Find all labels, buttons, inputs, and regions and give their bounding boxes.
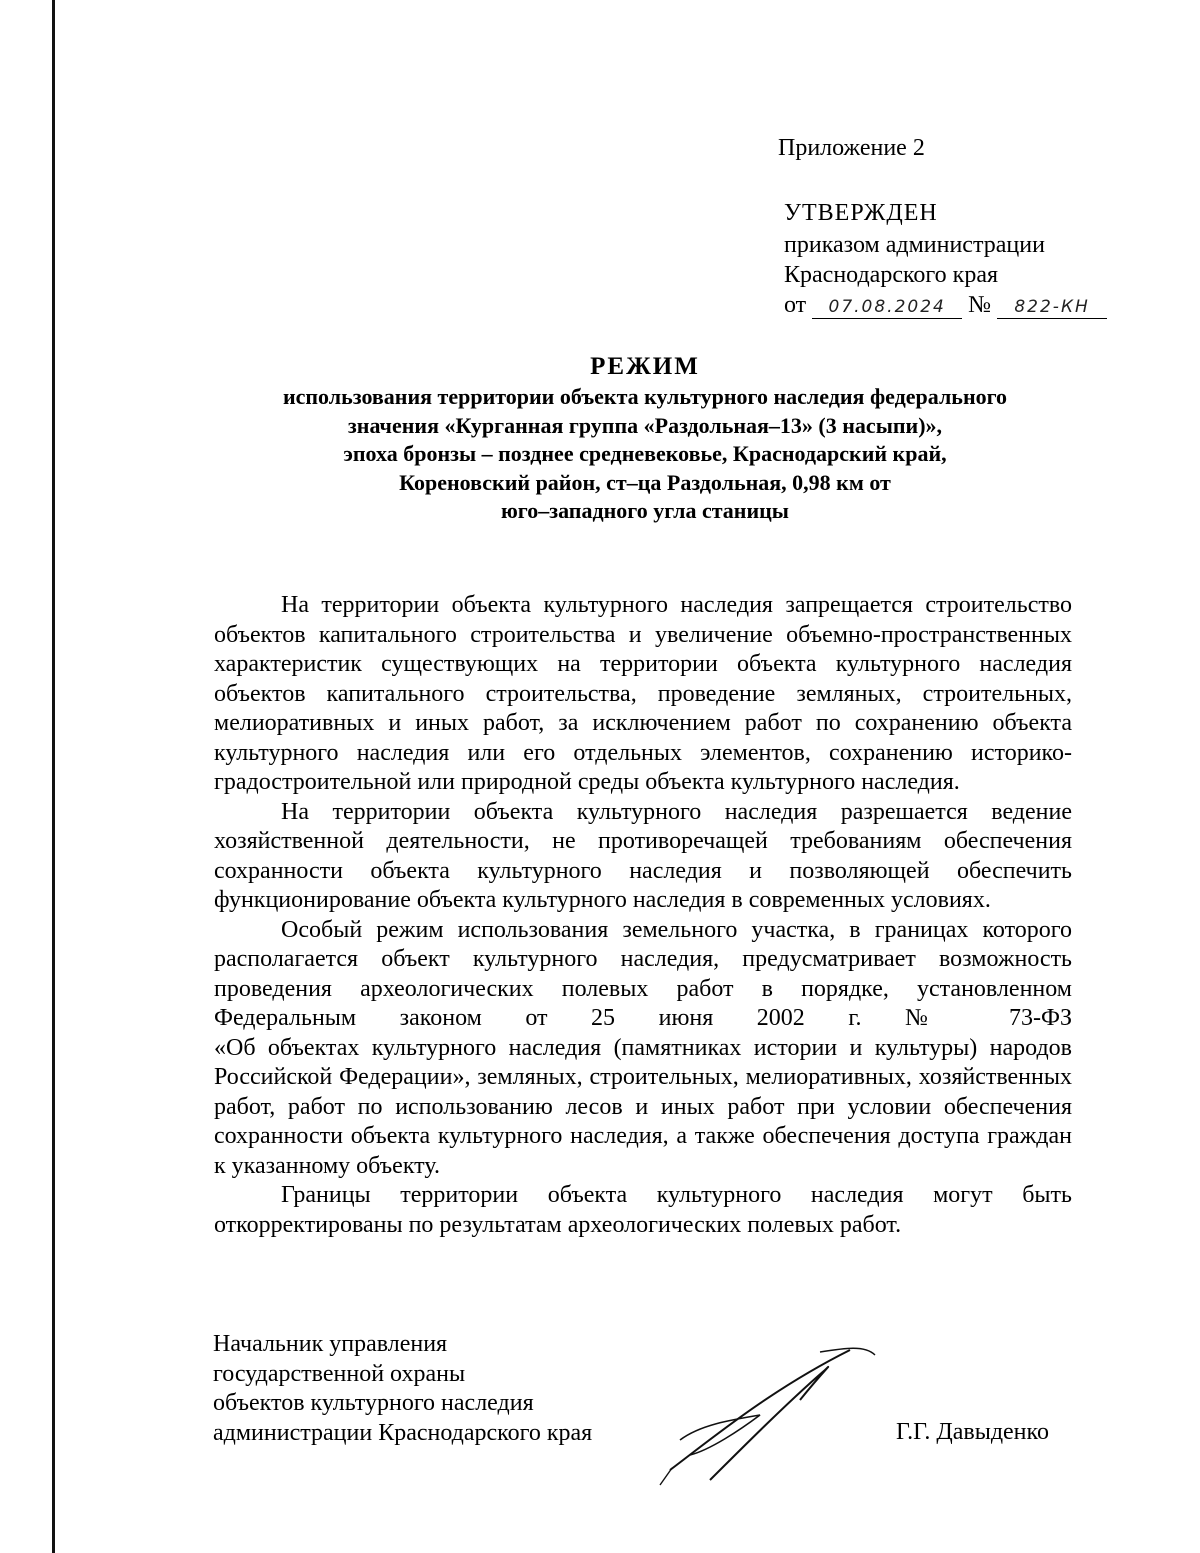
document-subtitle	[200, 383, 1090, 526]
position-line: государственной охраны	[213, 1360, 466, 1387]
document-body	[214, 591, 1072, 1240]
subtitle-line: эпоха бронзы – позднее средневековье, Краснодарский край,	[343, 441, 947, 466]
subtitle-line: использования территории объекта культурного наследия федерального	[282, 384, 1008, 409]
subtitle-line: юго–западного угла станицы	[501, 498, 789, 523]
paragraph-prohibitions: На территории объекта культурного наследия запрещается строительство объектов капитального строительства и увеличение объемно-пространственных характеристик существующих на территории объекта культурного наследия объектов капитального строительства, проведение земляных, строительных, мелиоративных и иных работ, за исключением работ по сохранению объекта культурного наследия или его отдельных элементов, сохранению историко-градостроительной или природной среды объекта культурного наследия.	[214, 592, 1072, 795]
handwritten-signature	[650, 1330, 890, 1490]
subtitle-line: Кореновский район, ст–ца Раздольная, 0,98 км от	[399, 469, 891, 495]
approval-block	[784, 198, 1107, 320]
position-line: объектов культурного наследия	[213, 1390, 534, 1416]
paragraph-permissions: На территории объекта культурного наследия разрешается ведение хозяйственной деятельности, не противоречащей требованиям обеспечения сохранности объекта культурного наследия и позволяющей обеспечить функционирование объекта культурного наследия в современных условиях.	[214, 798, 1072, 913]
position-line: Начальник управления	[213, 1331, 448, 1357]
paragraph-special-regime-continued: «Об объектах культурного наследия (памятниках истории и культуры) народов Российской Федерации», земляных, строительных, мелиоративных, хозяйственных работ, работ по использованию лесов и иных работ при условии обеспечения сохранности объекта культурного наследия, а также обеспечения доступа граждан к указанному объекту.	[214, 1034, 1072, 1179]
position-line: администрации Краснодарского края	[213, 1419, 593, 1446]
appendix-label: Приложение 2	[778, 135, 925, 161]
order-line-2: Краснодарского края	[784, 262, 999, 288]
paragraph-boundaries: Границы территории объекта культурного наследия могут быть откорректированы по результатам археологических полевых работ.	[214, 1182, 1072, 1238]
scan-margin-line	[52, 0, 55, 1553]
handwritten-number: 822-КН	[997, 296, 1107, 319]
order-line-1: приказом администрации	[784, 232, 1045, 258]
subtitle-line: значения «Курганная группа «Раздольная–13» (3 насыпи)»,	[347, 412, 943, 438]
signatory-position	[213, 1330, 592, 1448]
number-sign: №	[968, 292, 992, 318]
from-prefix: от	[784, 292, 807, 318]
document-title: РЕЖИМ	[590, 353, 700, 380]
paragraph-special-regime: Особый режим использования земельного участка, в границах которого располагается объект культурного наследия, предусматривает возможность проведения археологических полевых работ в порядке, установленном Федеральным законом от 25 июня 2002 г. № 73-ФЗ	[214, 916, 1072, 1031]
signer-name: Г.Г. Давыденко	[896, 1419, 1049, 1445]
approved-label: УТВЕРЖДЕН	[784, 200, 938, 226]
order-date-number	[784, 290, 1107, 320]
handwritten-date: 07.08.2024	[812, 296, 962, 319]
